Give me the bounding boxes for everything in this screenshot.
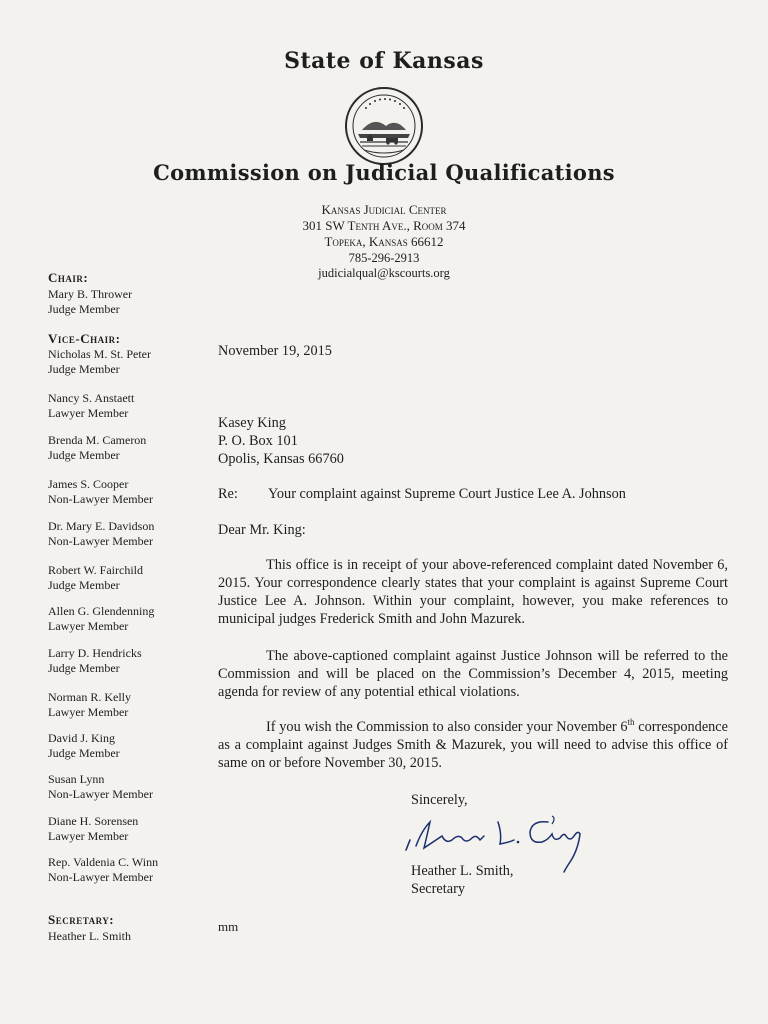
signer-name: Heather L. Smith, — [411, 863, 514, 879]
typist-initials: mm — [218, 919, 239, 934]
sidebar-member-role: Judge Member — [48, 661, 120, 675]
sidebar-vice-chair-name: Nicholas M. St. Peter — [48, 347, 151, 361]
paragraph-request-part-2: correspondence as a complaint against Judges Smith & Mazurek, you will need to advise this office of same on or before November 30, 2015. — [218, 719, 729, 771]
sidebar-member-name: Nancy S. Anstaett — [48, 391, 135, 405]
kansas-state-seal-icon — [344, 86, 424, 166]
address-line-phone: 785-296-2913 — [348, 251, 420, 265]
sidebar-secretary-name: Heather L. Smith — [48, 929, 131, 943]
sidebar-member-role: Non-Lawyer Member — [48, 534, 153, 548]
paragraph-receipt: This office is in receipt of your above-referenced complaint dated November 6, 2015. Your correspondence clearly states that your complaint is against Supreme Court Justice Lee A. Johnson. Within your complaint, however, you make references to municipal judges Frederick Smith and John Mazurek. — [218, 557, 728, 627]
sidebar-member-name: Rep. Valdenia C. Winn — [48, 855, 159, 869]
sidebar-member-name: Diane H. Sorensen — [48, 814, 139, 828]
paragraph-request-part-1: If you wish the Commission to also consider your November 6 — [266, 719, 628, 735]
re-subject: Your complaint against Supreme Court Justice Lee A. Johnson — [268, 486, 626, 502]
sidebar-member-role: Judge Member — [48, 746, 120, 760]
sidebar-member-role: Lawyer Member — [48, 705, 129, 719]
ordinal-suffix: th — [627, 717, 635, 728]
re-label: Re: — [218, 486, 238, 502]
sidebar-member-role: Lawyer Member — [48, 829, 129, 843]
sidebar-member-name: David J. King — [48, 731, 115, 745]
sidebar-member-name: Allen G. Glendenning — [48, 604, 155, 618]
sidebar-vice-chair-heading: Vice-Chair: — [48, 331, 121, 346]
sidebar-member-name: Dr. Mary E. Davidson — [48, 519, 155, 533]
sidebar-member-name: Norman R. Kelly — [48, 690, 131, 704]
sidebar-member-role: Non-Lawyer Member — [48, 787, 153, 801]
address-line-building: Kansas Judicial Center — [321, 202, 447, 217]
commission-title: Commission on Judicial Qualifications — [153, 160, 615, 185]
signer-title: Secretary — [411, 881, 465, 897]
paragraph-referral: The above-captioned complaint against Justice Johnson will be referred to the Commission and will be placed on the Commission’s December 4, 2015, meeting agenda for review of any potential ethical violations. — [218, 648, 728, 700]
sidebar-member-name: Robert W. Fairchild — [48, 563, 143, 577]
recipient-city-line: Opolis, Kansas 66760 — [218, 451, 344, 467]
closing: Sincerely, — [411, 792, 468, 808]
sidebar-chair-role: Judge Member — [48, 302, 120, 316]
sidebar-member-name: James S. Cooper — [48, 477, 129, 491]
sidebar-chair-name: Mary B. Thrower — [48, 287, 133, 301]
address-line-email: judicialqual@kscourts.org — [318, 266, 450, 280]
salutation: Dear Mr. King: — [218, 522, 306, 538]
sidebar-member-role: Non-Lawyer Member — [48, 492, 153, 506]
address-line-city: Topeka, Kansas 66612 — [324, 234, 444, 249]
sidebar-member-name: Brenda M. Cameron — [48, 433, 147, 447]
sidebar-member-role: Lawyer Member — [48, 406, 129, 420]
recipient-address-line: P. O. Box 101 — [218, 433, 298, 449]
sidebar-vice-chair-role: Judge Member — [48, 362, 120, 376]
sidebar-chair-heading: Chair: — [48, 270, 89, 285]
sidebar-member-name: Susan Lynn — [48, 772, 105, 786]
state-title: State of Kansas — [284, 48, 484, 74]
sidebar-member-role: Judge Member — [48, 448, 120, 462]
sidebar-member-role: Judge Member — [48, 578, 120, 592]
sidebar-member-role: Non-Lawyer Member — [48, 870, 153, 884]
sidebar-member-role: Lawyer Member — [48, 619, 129, 633]
sidebar-member-name: Larry D. Hendricks — [48, 646, 142, 660]
paragraph-request — [218, 718, 728, 772]
address-line-street: 301 SW Tenth Ave., Room 374 — [302, 218, 466, 233]
letter-date: November 19, 2015 — [218, 343, 332, 359]
recipient-name: Kasey King — [218, 415, 286, 431]
sidebar-secretary-heading: Secretary: — [48, 912, 115, 927]
